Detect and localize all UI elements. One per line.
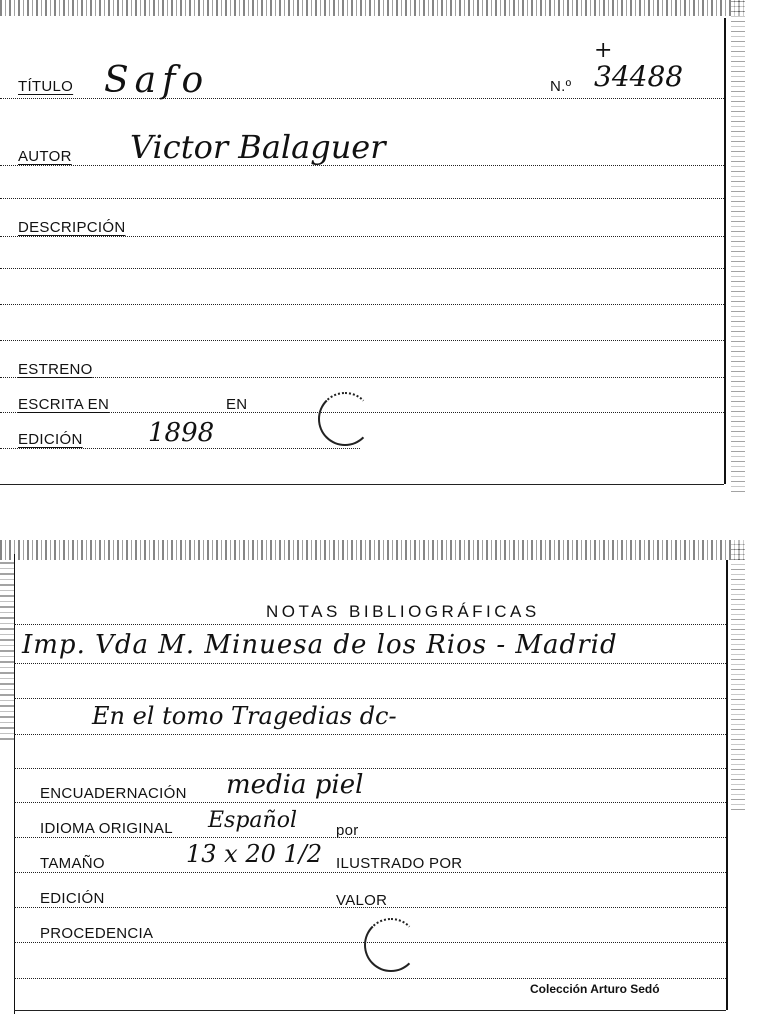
scan-noise-top — [0, 0, 745, 16]
estreno-label: ESTRENO — [18, 361, 93, 378]
numero-value: 34488 — [594, 60, 684, 93]
valor-label: VALOR — [336, 892, 388, 909]
idioma-value: Español — [208, 808, 297, 833]
numero-label: N.º — [550, 78, 572, 95]
notas-heading: NOTAS BIBLIOGRÁFICAS — [266, 602, 540, 621]
hole-punch-mark — [364, 918, 418, 972]
procedencia-label: PROCEDENCIA — [40, 925, 154, 942]
rule — [14, 624, 726, 625]
rule — [14, 698, 726, 699]
card-border-left — [14, 554, 15, 1014]
card-border-right — [726, 560, 728, 1010]
autor-value: Victor Balaguer — [130, 128, 386, 166]
scan-noise-left — [0, 560, 14, 740]
rule — [0, 377, 724, 378]
en-label: EN — [226, 396, 248, 413]
note-line-2: En el tomo Tragedias dc- — [92, 702, 397, 730]
hole-punch-mark — [318, 392, 372, 446]
collection-credit: Colección Arturo Sedó — [530, 982, 660, 996]
rule — [0, 268, 724, 269]
card-bottom-edge — [14, 1010, 726, 1011]
escrita-en-label: ESCRITA EN — [18, 396, 110, 413]
ilustrado-label: ILUSTRADO POR — [336, 855, 463, 872]
titulo-label: TÍTULO — [18, 78, 74, 95]
edicion-label: EDICIÓN — [18, 431, 83, 448]
scan-noise-right — [731, 540, 745, 810]
card-bottom-edge — [0, 484, 724, 485]
card-border-right — [724, 18, 726, 484]
scan-noise-right — [731, 0, 745, 492]
descripcion-label: DESCRIPCIÓN — [18, 219, 126, 236]
rule — [0, 304, 724, 305]
rule — [0, 448, 360, 449]
cross-mark: + — [594, 38, 613, 63]
rule — [14, 734, 726, 735]
rule — [0, 236, 724, 237]
por-label: por — [336, 822, 359, 839]
edicion-label-2: EDICIÓN — [40, 890, 105, 907]
autor-label: AUTOR — [18, 148, 72, 165]
note-line-1: Imp. Vda M. Minuesa de los Rios - Madrid — [22, 630, 618, 660]
rule — [14, 768, 726, 769]
tamano-label: TAMAÑO — [40, 855, 105, 872]
scan-noise-top — [0, 540, 745, 560]
encuadernacion-label: ENCUADERNACIÓN — [40, 785, 187, 802]
edicion-value: 1898 — [148, 418, 215, 448]
rule — [14, 663, 726, 664]
tamano-value: 13 x 20 1/2 — [186, 840, 323, 868]
rule — [0, 340, 724, 341]
idioma-label: IDIOMA ORIGINAL — [40, 820, 173, 837]
rule — [14, 837, 726, 838]
catalog-card-front — [0, 0, 745, 492]
rule — [14, 978, 726, 979]
titulo-value: Safo — [104, 60, 210, 101]
catalog-card-back — [0, 540, 745, 1018]
encuadernacion-value: media piel — [226, 770, 364, 800]
rule — [0, 198, 724, 199]
rule — [14, 872, 726, 873]
rule — [14, 802, 726, 803]
